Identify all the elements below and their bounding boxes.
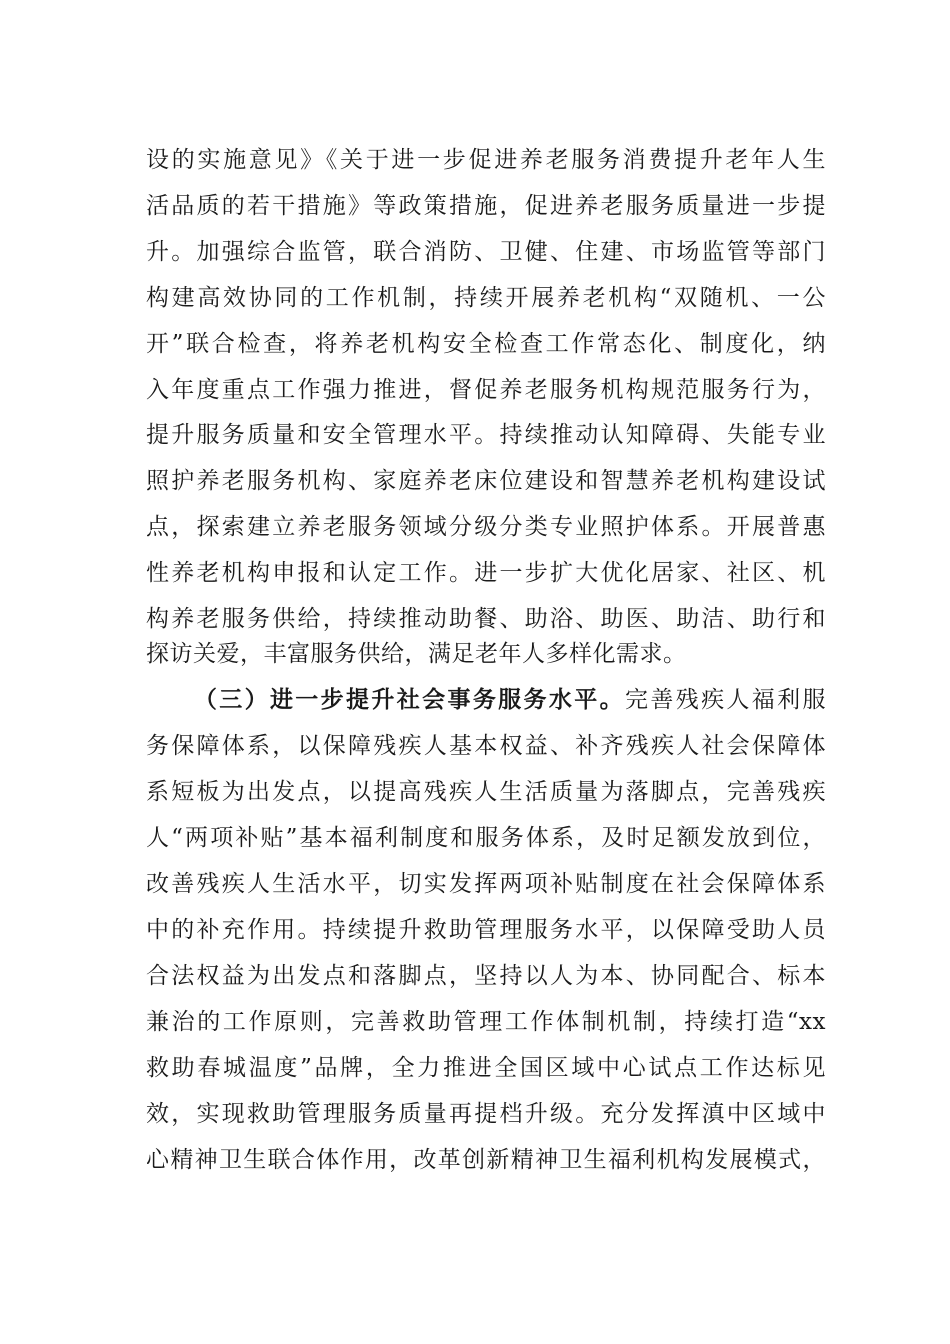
paragraph-line: 设的实施意见》《关于进一步促进养老服务消费提升老年人生 <box>146 147 826 173</box>
paragraph-line: 活品质的若干措施》等政策措施，促进养老服务质量进一步提 <box>146 193 826 219</box>
paragraph-line: 系短板为出发点，以提高残疾人生活质量为落脚点，完善残疾 <box>146 779 826 805</box>
paragraph-line: 务保障体系，以保障残疾人基本权益、补齐残疾人社会保障体 <box>146 733 826 759</box>
section-heading: （三）进一步提升社会事务服务水平。 <box>192 686 625 713</box>
paragraph-line: 点，探索建立养老服务领域分级分类专业照护体系。开展普惠 <box>146 514 826 540</box>
paragraph-line: 人“两项补贴”基本福利制度和服务体系，及时足额发放到位， <box>146 825 826 851</box>
section-heading-continuation: 完善残疾人福利服 <box>624 687 827 713</box>
paragraph-line: 探访关爱，丰富服务供给，满足老年人多样化需求。 <box>146 641 687 667</box>
paragraph-line: 合法权益为出发点和落脚点，坚持以人为本、协同配合、标本 <box>146 963 826 989</box>
section-heading-line <box>146 686 826 714</box>
paragraph-line: 兼治的工作原则，完善救助管理工作体制机制，持续打造“xx <box>146 1009 826 1035</box>
paragraph-line: 照护养老服务机构、家庭养老床位建设和智慧养老机构建设试 <box>146 468 826 494</box>
paragraph-line: 心精神卫生联合体作用，改革创新精神卫生福利机构发展模式， <box>146 1147 826 1173</box>
paragraph-line: 改善残疾人生活水平，切实发挥两项补贴制度在社会保障体系 <box>146 871 826 897</box>
paragraph-line: 中的补充作用。持续提升救助管理服务水平，以保障受助人员 <box>146 917 826 943</box>
paragraph-line: 救助春城温度”品牌，全力推进全国区域中心试点工作达标见 <box>146 1055 826 1081</box>
paragraph-line: 构养老服务供给，持续推动助餐、助浴、助医、助洁、助行和 <box>146 606 826 632</box>
paragraph-line: 效，实现救助管理服务质量再提档升级。充分发挥滇中区域中 <box>146 1101 826 1127</box>
paragraph-line: 构建高效协同的工作机制，持续开展养老机构“双随机、一公 <box>146 285 826 311</box>
paragraph-line: 开”联合检查，将养老机构安全检查工作常态化、制度化，纳 <box>146 331 826 357</box>
paragraph-line: 入年度重点工作强力推进，督促养老服务机构规范服务行为， <box>146 377 826 403</box>
paragraph-line: 升。加强综合监管，联合消防、卫健、住建、市场监管等部门 <box>146 239 826 265</box>
paragraph-line: 提升服务质量和安全管理水平。持续推动认知障碍、失能专业 <box>146 422 826 448</box>
paragraph-line: 性养老机构申报和认定工作。进一步扩大优化居家、社区、机 <box>146 560 826 586</box>
